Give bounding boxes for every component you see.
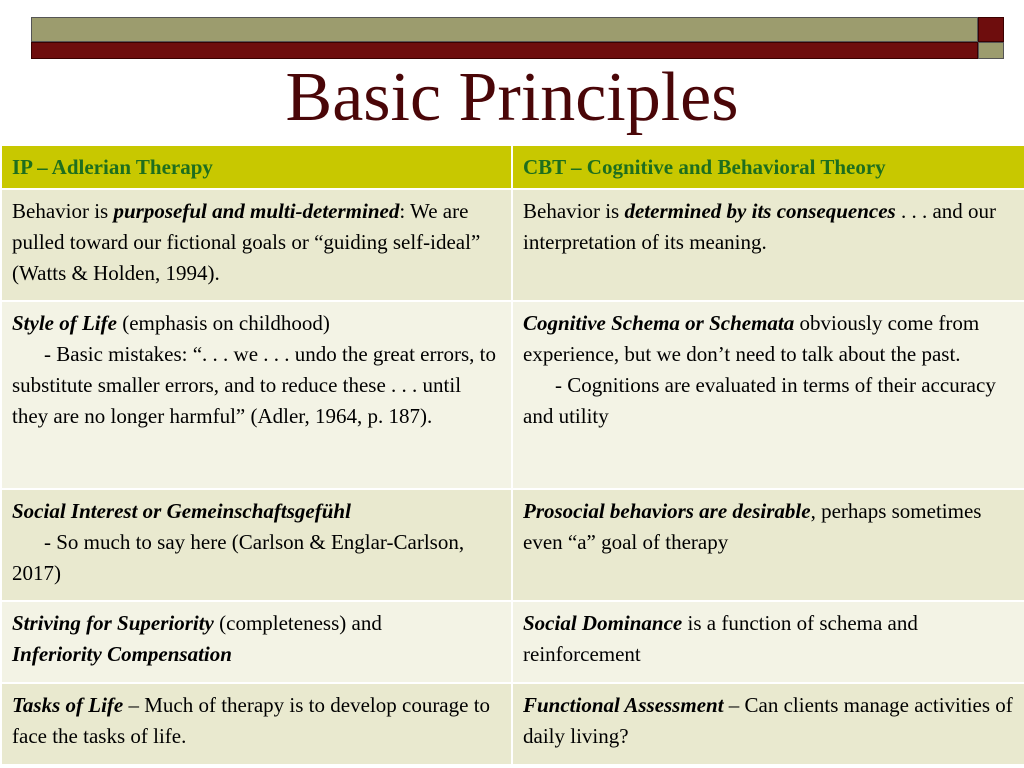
cell-text: : We are pulled toward our fictional goals or “guiding self-ideal” (Watts & Holden, 1994).: [12, 199, 481, 285]
cell-text: , perhaps sometimes even “a” goal of therapy: [523, 499, 982, 554]
cell-emphasis: Cognitive Schema or Schemata: [523, 311, 795, 335]
cell-text: Behavior is: [523, 199, 625, 223]
cell-cbt: [512, 683, 1024, 765]
cell-emphasis: purposeful and multi-determined: [113, 199, 400, 223]
principles-table: [0, 144, 1024, 766]
table-row: [1, 683, 1024, 765]
cell-cbt: [512, 301, 1024, 489]
cell-subpoint: - So much to say here (Carlson & Englar-Carlson, 2017): [12, 530, 465, 585]
header-cbt: CBT – Cognitive and Behavioral Theory: [512, 145, 1024, 189]
cell-cbt: [512, 189, 1024, 301]
cell-emphasis: Striving for Superiority: [12, 611, 214, 635]
cell-adlerian: [1, 189, 512, 301]
cell-adlerian: [1, 301, 512, 489]
cell-cbt: [512, 601, 1024, 683]
cell-emphasis: Inferiority Compensation: [12, 642, 232, 666]
cell-text: obviously come from experience, but we don’t need to talk about the past.: [523, 311, 980, 366]
cell-emphasis: Style of Life: [12, 311, 117, 335]
table-row: [1, 489, 1024, 601]
cell-emphasis: Social Dominance: [523, 611, 683, 635]
cell-text: Behavior is: [12, 199, 114, 223]
cell-emphasis: Functional Assessment: [523, 693, 724, 717]
decor-bar-olive: [31, 17, 978, 42]
cell-text: – Can clients manage activities of daily living?: [523, 693, 1013, 748]
cell-subpoint: - Cognitions are evaluated in terms of their accuracy and utility: [523, 373, 996, 428]
cell-cbt: [512, 489, 1024, 601]
cell-text: (emphasis on childhood): [116, 311, 330, 335]
cell-emphasis: Tasks of Life: [12, 693, 124, 717]
decor-bar-maroon: [31, 42, 978, 59]
table-row: [1, 301, 1024, 489]
decor-square-olive: [978, 42, 1004, 59]
cell-adlerian: [1, 601, 512, 683]
cell-emphasis: Prosocial behaviors are desirable: [523, 499, 811, 523]
table-header-row: [1, 145, 1024, 189]
cell-adlerian: [1, 683, 512, 765]
decor-square-maroon: [978, 17, 1004, 42]
header-adlerian: IP – Adlerian Therapy: [1, 145, 512, 189]
table-row: [1, 601, 1024, 683]
cell-emphasis: Social Interest or Gemeinschaftsgefühl: [12, 499, 351, 523]
cell-text: . . . and our interpretation of its meaning.: [523, 199, 997, 254]
cell-text: (completeness) and: [213, 611, 382, 635]
cell-text: – Much of therapy is to develop courage to face the tasks of life.: [12, 693, 491, 748]
slide-title: Basic Principles: [285, 59, 739, 136]
cell-adlerian: [1, 489, 512, 601]
table-row: [1, 189, 1024, 301]
cell-subpoint: - Basic mistakes: “. . . we . . . undo the great errors, to substitute smaller errors, and to reduce these . . . until they are no longer harmful” (Adler, 1964, p. 187).: [12, 342, 496, 428]
cell-emphasis: determined by its consequences: [624, 199, 896, 223]
cell-text: is a function of schema and reinforcement: [523, 611, 918, 666]
